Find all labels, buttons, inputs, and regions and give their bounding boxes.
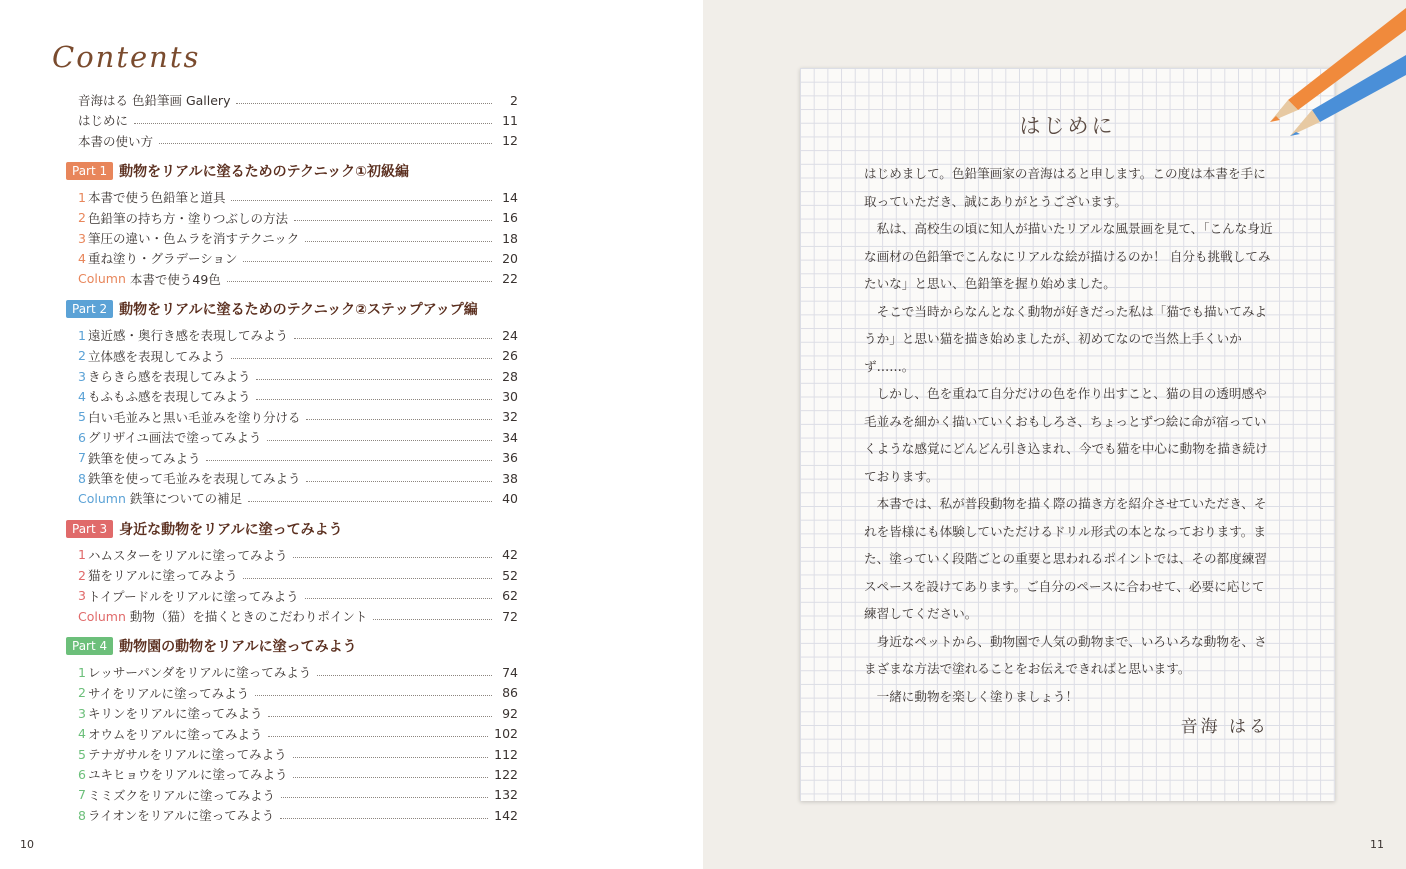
intro-paragraph: 身近なペットから、動物園で人気の動物まで、いろいろな動物を、さまざまな方法で塗れることをお伝えできればと思います。	[864, 633, 1267, 676]
toc-entry	[78, 785, 518, 805]
toc-entry-label: 鉄筆を使ってみよう	[87, 450, 201, 466]
toc-entry-label: 白い毛並みと黒い毛並みを塗り分ける	[87, 409, 301, 425]
toc-leader-dots	[294, 220, 492, 221]
toc-entry	[78, 764, 518, 784]
toc-entry-number: 3	[78, 368, 86, 384]
toc-entry-page: 132	[494, 787, 518, 803]
toc-entry-number: Column	[78, 608, 126, 624]
toc-entry-label: サイをリアルに塗ってみよう	[87, 685, 250, 701]
toc-entry-page: 30	[502, 388, 518, 404]
intro-paragraph: 本書では、私が普段動物を描く際の描き方を紹介させていただき、それを皆様にも体験していただけるドリル形式の本となっております。また、塗っていく段階ごとの重要と思われるポイントでは、その都度練習スペースを設けてあります。ご自分のペースに合わせて、必要に応じて練習してください。	[864, 496, 1267, 621]
toc-entry-label: きらきら感を表現してみよう	[87, 369, 251, 384]
toc-entry-label: 音海はる 色鉛筆画 Gallery	[78, 93, 231, 108]
part-heading	[66, 299, 478, 319]
toc-leader-dots	[268, 736, 488, 737]
intro-paragraph: 一緒に動物を楽しく塗りましょう！	[876, 688, 1079, 704]
toc-entry	[78, 724, 518, 744]
toc-entry-page: 86	[502, 685, 518, 701]
toc-entry-page: 14	[502, 189, 518, 205]
toc-entry-page: 24	[502, 327, 518, 343]
graph-paper-sheet	[800, 68, 1335, 801]
toc-leader-dots	[293, 757, 489, 758]
toc-entry-number: 2	[78, 685, 86, 701]
toc-entry-number: 3	[78, 705, 86, 721]
toc-entry	[78, 488, 518, 508]
toc-leader-dots	[267, 440, 492, 441]
intro-body	[864, 160, 1274, 710]
toc-entry-page: 38	[502, 470, 518, 486]
colored-pencils-illustration	[1260, 0, 1406, 145]
toc-entry-page: 42	[502, 547, 518, 563]
toc-entry-number: 8	[78, 807, 86, 823]
toc-entry-label: 猫をリアルに塗ってみよう	[87, 568, 238, 584]
toc-leader-dots	[280, 818, 488, 819]
toc-entry	[78, 703, 518, 723]
toc-entry-page: 122	[494, 766, 518, 782]
toc-leader-dots	[305, 598, 492, 599]
intro-paragraph: 私は、高校生の頃に知人が描いたリアルな風景画を見て、「こんな身近な画材の色鉛筆でこんなにリアルな絵が描けるのか！ 自分も挑戦してみたいな」と思い、色鉛筆を握り始めました。	[864, 221, 1273, 291]
toc-entry-page: 72	[502, 608, 518, 624]
toc-entry-page: 28	[502, 368, 518, 384]
toc-leader-dots	[306, 419, 492, 420]
toc-entry-label: ハムスターをリアルに塗ってみよう	[87, 547, 288, 563]
toc-entry-label: ユキヒョウをリアルに塗ってみよう	[87, 767, 288, 783]
part-title: 動物園の動物をリアルに塗ってみよう	[119, 639, 357, 656]
toc-entry-label: もふもふ感を表現してみよう	[87, 389, 251, 405]
toc-entry-label: 立体感を表現してみよう	[87, 348, 226, 364]
toc-entry-number: 7	[78, 450, 86, 466]
left-page-number: 10	[20, 838, 34, 851]
toc-leader-dots	[134, 123, 492, 124]
toc-entry-number: 6	[78, 766, 86, 782]
toc-entry-page: 34	[502, 429, 518, 445]
toc-entry-label: はじめに	[78, 113, 129, 129]
toc-entry	[78, 606, 518, 626]
toc-entry-page: 62	[502, 588, 518, 604]
toc-entry	[78, 110, 518, 130]
toc-entry-number: 2	[78, 348, 86, 364]
author-signature: 音海 はる	[1180, 717, 1269, 737]
toc-entry-number: 5	[78, 409, 86, 425]
toc-entry-number: 4	[78, 250, 86, 266]
toc-entry	[78, 468, 518, 488]
toc-leader-dots	[159, 143, 492, 144]
toc-leader-dots	[231, 358, 492, 359]
toc-entry	[78, 90, 518, 110]
toc-entry	[78, 346, 518, 366]
toc-entry	[78, 228, 518, 248]
toc-leader-dots	[256, 399, 492, 400]
toc-leader-dots	[293, 557, 492, 558]
intro-paragraph: そこで当時からなんとなく動物が好きだった私は「猫でも描いてみようか」と思い猫を描き始めましたが、初めてなので当然上手くいかず……。	[864, 303, 1267, 374]
toc-leader-dots	[256, 379, 492, 380]
toc-entry-label: 遠近感・奥行き感を表現してみよう	[87, 328, 288, 344]
toc-entry-number: 3	[78, 588, 86, 604]
toc-entry-label: 筆圧の違い・色ムラを消すテクニック	[87, 231, 300, 246]
toc-entry	[78, 208, 518, 228]
toc-entry	[78, 427, 518, 447]
toc-entry-page: 11	[502, 112, 518, 128]
toc-entry-number: 1	[78, 189, 86, 205]
toc-entry-page: 102	[494, 726, 518, 742]
toc-entry-label: 重ね塗り・グラデーション	[87, 251, 238, 267]
part-heading	[66, 636, 357, 656]
toc-entry-number: Column	[78, 490, 126, 506]
toc-entry-label: オウムをリアルに塗ってみよう	[87, 726, 263, 742]
toc-entry-number: 4	[78, 388, 86, 404]
toc-entry-number: 8	[78, 470, 86, 486]
right-page-number: 11	[1370, 838, 1384, 851]
toc-entry	[78, 187, 518, 207]
toc-entry-number: 1	[78, 664, 86, 680]
toc-entry-label: トイプードルをリアルに塗ってみよう	[87, 588, 299, 604]
toc-entry-page: 18	[502, 230, 518, 246]
toc-entry-page: 22	[502, 271, 518, 287]
toc-entry-page: 12	[502, 133, 518, 149]
toc-entry	[78, 407, 518, 427]
toc-entry-number: 1	[78, 547, 86, 563]
toc-leader-dots	[281, 797, 488, 798]
toc-entry-label: レッサーパンダをリアルに塗ってみよう	[87, 665, 312, 681]
toc-entry-label: 本書で使う49色	[129, 271, 221, 287]
toc-entry	[78, 805, 518, 825]
toc-leader-dots	[255, 695, 492, 696]
toc-leader-dots	[373, 619, 492, 620]
toc-entry	[78, 683, 518, 703]
toc-entry	[78, 448, 518, 468]
toc-entry-label: 鉄筆についての補足	[129, 491, 243, 507]
toc-entry-number: 5	[78, 746, 86, 762]
toc-leader-dots	[293, 777, 488, 778]
toc-entry-label: ミミズクをリアルに塗ってみよう	[87, 787, 275, 803]
toc-entry	[78, 565, 518, 585]
toc-entry-number: 7	[78, 787, 86, 803]
intro-title: はじめに	[1019, 114, 1116, 138]
toc-entry	[78, 325, 518, 345]
part-badge: Part 1	[66, 162, 113, 180]
toc-entry-number: 1	[78, 327, 86, 343]
toc-leader-dots	[206, 460, 492, 461]
toc-entry-label: グリザイユ画法で塗ってみよう	[87, 430, 262, 446]
toc-entry-number: 4	[78, 726, 86, 742]
toc-entry	[78, 386, 518, 406]
toc-entry-number: Column	[78, 271, 126, 287]
toc-entry-page: 52	[502, 567, 518, 583]
toc-entry-page: 16	[502, 210, 518, 226]
toc-entry-label: テナガサルをリアルに塗ってみよう	[87, 747, 287, 762]
toc-entry	[78, 744, 518, 764]
toc-entry-number: 2	[78, 567, 86, 583]
toc-entry	[78, 662, 518, 682]
toc-leader-dots	[248, 501, 492, 502]
toc-entry-page: 36	[502, 450, 518, 466]
toc-entry-label: 本書の使い方	[78, 133, 154, 149]
toc-entry-number: 6	[78, 429, 86, 445]
toc-entry-label: 動物（猫）を描くときのこだわりポイント	[129, 609, 368, 624]
intro-paragraph: はじめまして。色鉛筆画家の音海はると申します。この度は本書を手に取っていただき、誠にありがとうございます。	[864, 166, 1266, 209]
toc-entry	[78, 545, 518, 565]
toc-entry	[78, 366, 518, 386]
part-title: 動物をリアルに塗るためのテクニック②ステップアップ編	[119, 302, 478, 319]
toc-entry	[78, 131, 518, 151]
part-badge: Part 4	[66, 637, 113, 655]
toc-entry-label: キリンをリアルに塗ってみよう	[87, 706, 263, 722]
part-badge: Part 2	[66, 300, 113, 318]
toc-entry-number: 2	[78, 210, 86, 226]
toc-entry-page: 26	[502, 348, 518, 364]
toc-entry-page: 40	[502, 490, 518, 506]
intro-paragraph: しかし、色を重ねて自分だけの色を作り出すこと、猫の目の透明感や毛並みを細かく描いていくおもしろさ、ちょっとずつ絵に命が宿っていくような感覚にどんどん引き込まれ、今でも猫を中心に動物を描き続けております。	[864, 386, 1268, 484]
toc-leader-dots	[243, 261, 492, 262]
part-title: 動物をリアルに塗るためのテクニック①初級編	[119, 164, 410, 181]
part-badge: Part 3	[66, 520, 113, 538]
toc-entry-page: 142	[494, 807, 518, 823]
contents-title: Contents	[52, 40, 201, 74]
toc-leader-dots	[231, 200, 492, 201]
toc-entry-page: 112	[494, 746, 518, 762]
toc-leader-dots	[236, 103, 492, 104]
toc-entry	[78, 248, 518, 268]
toc-entry-page: 20	[502, 250, 518, 266]
part-title: 身近な動物をリアルに塗ってみよう	[119, 521, 343, 538]
toc-leader-dots	[268, 716, 492, 717]
toc-leader-dots	[227, 281, 492, 282]
toc-entry-page: 32	[502, 409, 518, 425]
toc-entry	[78, 269, 518, 289]
toc-leader-dots	[294, 338, 492, 339]
part-heading	[66, 519, 343, 539]
toc-leader-dots	[317, 675, 492, 676]
toc-entry-label: 本書で使う色鉛筆と道具	[87, 190, 226, 206]
toc-entry-label: ライオンをリアルに塗ってみよう	[87, 808, 275, 824]
toc-entry-page: 2	[510, 92, 518, 108]
toc-entry-page: 92	[502, 705, 518, 721]
toc-entry-number: 3	[78, 230, 86, 246]
toc-entry	[78, 586, 518, 606]
toc-leader-dots	[243, 578, 492, 579]
toc-entry-label: 色鉛筆の持ち方・塗りつぶしの方法	[87, 210, 288, 226]
toc-leader-dots	[306, 481, 492, 482]
part-heading	[66, 161, 409, 181]
toc-leader-dots	[305, 241, 492, 242]
toc-entry-label: 鉄筆を使って毛並みを表現してみよう	[87, 471, 301, 486]
toc-entry-page: 74	[502, 664, 518, 680]
